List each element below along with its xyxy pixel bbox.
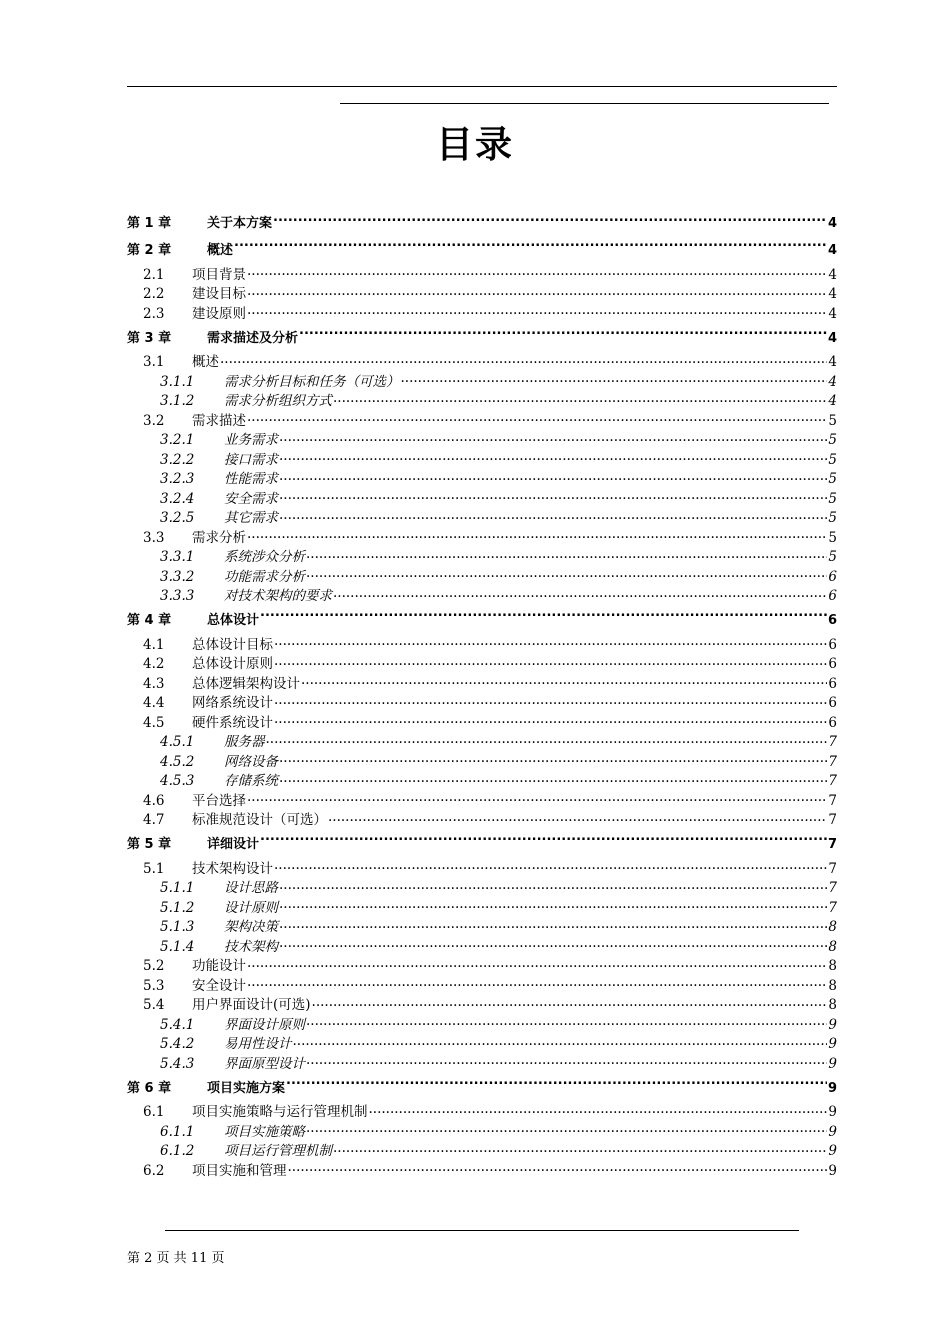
toc-dot-leader	[279, 898, 827, 912]
toc-entry[interactable]	[127, 392, 837, 412]
toc-entry-page-number: 8	[828, 977, 837, 994]
toc-entry-number: 3.2	[143, 412, 165, 429]
toc-entry-title: 总体设计目标	[192, 636, 273, 653]
toc-entry-number: 第 5 章	[127, 837, 172, 852]
toc-dot-leader	[293, 1035, 828, 1049]
toc-dot-leader	[247, 976, 827, 990]
toc-entry-number: 5.4.3	[160, 1055, 195, 1072]
toc-entry-number: 3.2.2	[160, 451, 195, 468]
toc-entry-number: 3.3	[143, 529, 165, 546]
toc-entry[interactable]	[127, 265, 837, 285]
toc-entry-page-number: 9	[828, 1055, 837, 1072]
toc-entry[interactable]	[127, 918, 837, 938]
toc-entry-title: 项目实施策略与运行管理机制	[192, 1104, 368, 1120]
toc-entry[interactable]	[127, 450, 837, 470]
toc-entry-title: 存储系统	[224, 773, 278, 789]
toc-entry-title: 项目背景	[192, 266, 246, 283]
toc-entry-title: 总体设计	[207, 613, 260, 628]
toc-entry-page-number: 4	[828, 393, 837, 409]
toc-entry-title: 安全需求	[224, 490, 278, 507]
toc-entry[interactable]	[127, 996, 837, 1016]
toc-entry-title: 界面原型设计	[224, 1055, 305, 1072]
toc-dot-leader	[234, 241, 827, 254]
toc-entry-number: 3.2.1	[160, 432, 195, 448]
toc-entry-page-number: 5	[828, 510, 837, 526]
toc-entry[interactable]	[127, 635, 837, 655]
toc-dot-leader	[401, 372, 828, 386]
toc-entry-page-number: 9	[828, 1162, 837, 1179]
header-rule-second	[340, 103, 829, 104]
toc-dot-leader	[286, 1079, 827, 1092]
toc-entry-number: 2.3	[143, 305, 165, 322]
toc-entry-number: 5.1.1	[160, 880, 195, 896]
toc-entry-number: 3.3.2	[160, 568, 195, 585]
toc-dot-leader	[279, 752, 827, 766]
toc-dot-leader	[247, 265, 827, 279]
toc-entry[interactable]	[127, 713, 837, 733]
toc-dot-leader	[279, 470, 827, 484]
toc-entry-page-number: 5	[828, 451, 837, 468]
toc-dot-leader	[333, 1142, 827, 1156]
toc-entry-title: 需求分析	[192, 529, 246, 546]
toc-entry[interactable]	[127, 567, 837, 587]
toc-entry[interactable]	[127, 528, 837, 548]
toc-entry-page-number: 6	[828, 568, 837, 585]
toc-entry-page-number: 7	[828, 860, 837, 877]
toc-dot-leader	[273, 214, 827, 227]
toc-dot-leader	[274, 713, 827, 727]
toc-entry[interactable]	[127, 937, 837, 957]
toc-entry-number: 6.1.2	[160, 1143, 195, 1159]
toc-entry-number: 4.4	[143, 695, 165, 711]
toc-entry-number: 4.5.2	[160, 753, 195, 770]
toc-entry-number: 2.1	[143, 266, 165, 283]
toc-entry-title: 关于本方案	[207, 216, 273, 231]
toc-dot-leader	[279, 431, 827, 445]
toc-entry[interactable]	[127, 548, 837, 568]
toc-entry[interactable]	[127, 489, 837, 509]
toc-entry[interactable]	[127, 791, 837, 811]
toc-entry-title: 需求描述	[192, 412, 246, 429]
toc-dot-leader	[247, 957, 827, 971]
toc-dot-leader	[333, 392, 827, 406]
toc-entry-title: 技术架构	[224, 938, 278, 955]
toc-entry-page-number: 5	[828, 412, 837, 429]
toc-dot-leader	[306, 548, 827, 562]
toc-dot-leader	[279, 879, 827, 893]
toc-dot-leader	[279, 918, 827, 932]
toc-entry-number: 4.1	[143, 636, 165, 653]
toc-entry-page-number: 6	[827, 613, 837, 628]
toc-entry-number: 4.6	[143, 792, 165, 809]
toc-entry-number: 5.1.2	[160, 899, 195, 916]
toc-entry-number: 3.2.4	[160, 490, 195, 507]
toc-entry[interactable]	[127, 431, 837, 451]
toc-entry[interactable]	[127, 587, 837, 607]
toc-entry-title: 其它需求	[224, 510, 278, 526]
toc-entry-title: 需求分析目标和任务（可选）	[224, 373, 400, 390]
toc-entry[interactable]	[127, 957, 837, 977]
toc-entry-page-number: 7	[828, 812, 837, 828]
toc-entry-title: 项目运行管理机制	[224, 1143, 332, 1159]
toc-entry-number: 5.1.4	[160, 938, 195, 955]
toc-entry-page-number: 7	[828, 899, 837, 916]
toc-entry-page-number: 5	[828, 432, 837, 448]
toc-entry-number: 第 2 章	[127, 243, 172, 258]
toc-dot-leader	[301, 674, 827, 688]
toc-entry-page-number: 9	[827, 1080, 837, 1096]
toc-dot-leader	[306, 567, 827, 581]
toc-entry[interactable]	[127, 898, 837, 918]
toc-entry-page-number: 8	[828, 919, 837, 935]
toc-dot-leader	[279, 509, 827, 523]
toc-entry-page-number: 6	[828, 636, 837, 653]
toc-entry-title: 网络系统设计	[192, 695, 273, 711]
toc-dot-leader	[306, 1015, 827, 1029]
toc-entry-title: 建设原则	[192, 305, 246, 322]
toc-entry-page-number: 9	[828, 1016, 837, 1033]
toc-entry-page-number: 5	[828, 549, 837, 565]
toc-entry-number: 5.1	[143, 860, 165, 877]
toc-entry-page-number: 4	[828, 354, 837, 370]
toc-entry-title: 建设目标	[192, 286, 246, 302]
toc-entry-page-number: 9	[828, 1036, 837, 1052]
toc-dot-leader	[299, 329, 827, 342]
toc-dot-leader	[279, 489, 827, 503]
toc-entry-page-number: 6	[828, 675, 837, 692]
toc-entry-number: 5.1.3	[160, 919, 195, 935]
toc-entry-page-number: 4	[827, 330, 837, 346]
toc-dot-leader	[274, 694, 827, 708]
toc-entry-number: 5.4.2	[160, 1036, 195, 1052]
toc-dot-leader	[247, 411, 827, 425]
toc-entry-title: 用户界面设计(可选)	[192, 997, 311, 1013]
toc-entry[interactable]	[127, 212, 837, 236]
toc-entry[interactable]	[127, 859, 837, 879]
toc-entry-page-number: 9	[828, 1104, 837, 1120]
toc-entry[interactable]	[127, 470, 837, 490]
toc-entry-page-number: 9	[828, 1123, 837, 1140]
toc-entry[interactable]	[127, 752, 837, 772]
toc-dot-leader	[247, 304, 827, 318]
toc-entry-page-number: 6	[828, 656, 837, 672]
toc-entry[interactable]	[127, 830, 837, 859]
toc-entry-page-number: 7	[828, 880, 837, 896]
toc-entry[interactable]	[127, 606, 837, 635]
toc-entry[interactable]	[127, 1054, 837, 1074]
toc-entry-page-number: 7	[828, 773, 837, 789]
toc-dot-leader	[306, 1054, 827, 1068]
toc-entry[interactable]	[127, 372, 837, 392]
toc-dot-leader	[247, 285, 827, 299]
toc-entry-title: 平台选择	[192, 792, 246, 809]
toc-entry-page-number: 7	[827, 837, 837, 852]
toc-entry-page-number: 5	[828, 529, 837, 546]
toc-entry-title: 易用性设计	[224, 1036, 292, 1052]
toc-entry-page-number: 9	[828, 1143, 837, 1159]
toc-dot-leader	[306, 1122, 827, 1136]
toc-entry[interactable]	[127, 353, 837, 373]
toc-entry[interactable]	[127, 811, 837, 831]
toc-entry[interactable]	[127, 772, 837, 792]
toc-entry[interactable]	[127, 976, 837, 996]
toc-entry-page-number: 6	[828, 695, 837, 711]
toc-dot-leader	[220, 353, 827, 367]
toc-entry-title: 需求描述及分析	[207, 330, 299, 346]
toc-dot-leader	[333, 587, 827, 601]
toc-dot-leader	[274, 655, 827, 669]
toc-entry-page-number: 8	[828, 938, 837, 955]
toc-dot-leader	[279, 450, 827, 464]
toc-entry[interactable]	[127, 304, 837, 324]
toc-entry-number: 2.2	[143, 286, 165, 302]
toc-dot-leader	[288, 1161, 828, 1175]
toc-entry[interactable]	[127, 1161, 837, 1181]
toc-entry[interactable]	[127, 324, 837, 353]
toc-entry[interactable]	[127, 1142, 837, 1162]
toc-entry-number: 3.1.1	[160, 373, 195, 390]
toc-dot-leader	[274, 635, 827, 649]
toc-entry-title: 服务器	[224, 734, 265, 750]
toc-entry-number: 第 3 章	[127, 330, 172, 346]
toc-entry-page-number: 4	[827, 243, 837, 258]
toc-entry-title: 项目实施策略	[224, 1123, 305, 1140]
toc-entry[interactable]	[127, 1015, 837, 1035]
toc-entry-number: 4.5.1	[160, 734, 195, 750]
toc-dot-leader	[266, 733, 828, 747]
toc-entry-title: 界面设计原则	[224, 1016, 305, 1033]
toc-entry-number: 3.3.3	[160, 588, 195, 604]
toc-entry-page-number: 6	[828, 714, 837, 731]
toc-entry-title: 对技术架构的要求	[224, 588, 332, 604]
toc-entry-number: 4.3	[143, 675, 165, 692]
toc-entry-number: 3.2.5	[160, 510, 195, 526]
toc-entry-title: 概述	[192, 354, 219, 370]
toc-dot-leader	[279, 772, 827, 786]
toc-entry[interactable]	[127, 1074, 837, 1103]
toc-entry-title: 安全设计	[192, 977, 246, 994]
toc-entry-title: 总体设计原则	[192, 656, 273, 672]
toc-dot-leader	[312, 996, 828, 1010]
toc-dot-leader	[260, 835, 827, 848]
toc-entry-number: 5.2	[143, 958, 165, 974]
toc-entry-number: 第 1 章	[127, 216, 172, 231]
toc-entry-number: 3.1	[143, 354, 165, 370]
toc-entry-page-number: 7	[828, 753, 837, 770]
toc-entry-title: 硬件系统设计	[192, 714, 273, 731]
toc-entry-page-number: 5	[828, 471, 837, 487]
toc-entry-page-number: 4	[828, 305, 837, 322]
toc-entry-page-number: 8	[828, 958, 837, 974]
toc-entry[interactable]	[127, 655, 837, 675]
toc-entry-number: 4.2	[143, 656, 165, 672]
page-footer: 第 2 页 共 11 页	[127, 1251, 225, 1266]
toc-entry-page-number: 4	[828, 373, 837, 390]
toc-entry-number: 6.1	[143, 1104, 165, 1120]
toc-entry[interactable]	[127, 1035, 837, 1055]
toc-entry[interactable]	[127, 1103, 837, 1123]
toc-entry-page-number: 7	[828, 734, 837, 750]
toc-entry-number: 6.2	[143, 1162, 165, 1179]
toc-entry[interactable]	[127, 694, 837, 714]
toc-entry-title: 标准规范设计（可选）	[192, 812, 327, 828]
toc-entry-title: 功能设计	[192, 958, 246, 974]
toc-dot-leader	[247, 528, 827, 542]
toc-entry-page-number: 7	[828, 792, 837, 809]
toc-entry-page-number: 4	[827, 216, 837, 231]
toc-entry-number: 3.1.2	[160, 393, 195, 409]
table-of-contents	[127, 212, 837, 1181]
toc-entry-title: 性能需求	[224, 471, 278, 487]
toc-entry-number: 4.7	[143, 812, 165, 828]
toc-entry-title: 系统涉众分析	[224, 549, 305, 565]
toc-entry-title: 需求分析组织方式	[224, 393, 332, 409]
toc-dot-leader	[279, 937, 827, 951]
toc-entry[interactable]	[127, 674, 837, 694]
toc-entry[interactable]	[127, 285, 837, 305]
toc-entry-title: 项目实施和管理	[192, 1162, 287, 1179]
toc-entry-number: 3.3.1	[160, 549, 195, 565]
toc-entry-page-number: 8	[828, 997, 837, 1013]
toc-entry[interactable]	[127, 1122, 837, 1142]
toc-entry-page-number: 5	[828, 490, 837, 507]
toc-dot-leader	[247, 791, 827, 805]
toc-entry-title: 设计思路	[224, 880, 278, 896]
toc-entry[interactable]	[127, 733, 837, 753]
toc-entry-number: 4.5	[143, 714, 165, 731]
toc-entry-title: 技术架构设计	[192, 860, 273, 877]
toc-entry-number: 5.4	[143, 997, 165, 1013]
toc-entry-title: 架构决策	[224, 919, 278, 935]
page-title: 目录	[436, 123, 514, 166]
header-rule-top	[127, 86, 837, 87]
toc-entry-number: 6.1.1	[160, 1123, 195, 1140]
toc-entry-page-number: 6	[828, 588, 837, 604]
toc-entry[interactable]	[127, 879, 837, 899]
toc-entry-title: 概述	[207, 243, 234, 258]
toc-entry-title: 设计原则	[224, 899, 278, 916]
toc-entry-title: 详细设计	[207, 837, 260, 852]
toc-entry-number: 第 4 章	[127, 613, 172, 628]
toc-dot-leader	[328, 811, 827, 825]
toc-entry[interactable]	[127, 509, 837, 529]
toc-entry-page-number: 4	[828, 266, 837, 283]
toc-dot-leader	[274, 859, 827, 873]
toc-entry-title: 项目实施方案	[207, 1080, 286, 1096]
toc-dot-leader	[260, 611, 827, 624]
toc-entry[interactable]	[127, 236, 837, 265]
toc-entry-title: 总体逻辑架构设计	[192, 675, 300, 692]
toc-dot-leader	[369, 1103, 828, 1117]
toc-entry-title: 业务需求	[224, 432, 278, 448]
toc-entry-number: 5.3	[143, 977, 165, 994]
toc-entry-title: 功能需求分析	[224, 568, 305, 585]
toc-entry-number: 3.2.3	[160, 471, 195, 487]
toc-entry-page-number: 4	[828, 286, 837, 302]
toc-entry-title: 网络设备	[224, 753, 278, 770]
footer-rule	[165, 1230, 799, 1231]
toc-entry[interactable]	[127, 411, 837, 431]
toc-entry-number: 5.4.1	[160, 1016, 195, 1033]
toc-entry-number: 4.5.3	[160, 773, 195, 789]
toc-entry-title: 接口需求	[224, 451, 278, 468]
toc-entry-number: 第 6 章	[127, 1080, 172, 1096]
